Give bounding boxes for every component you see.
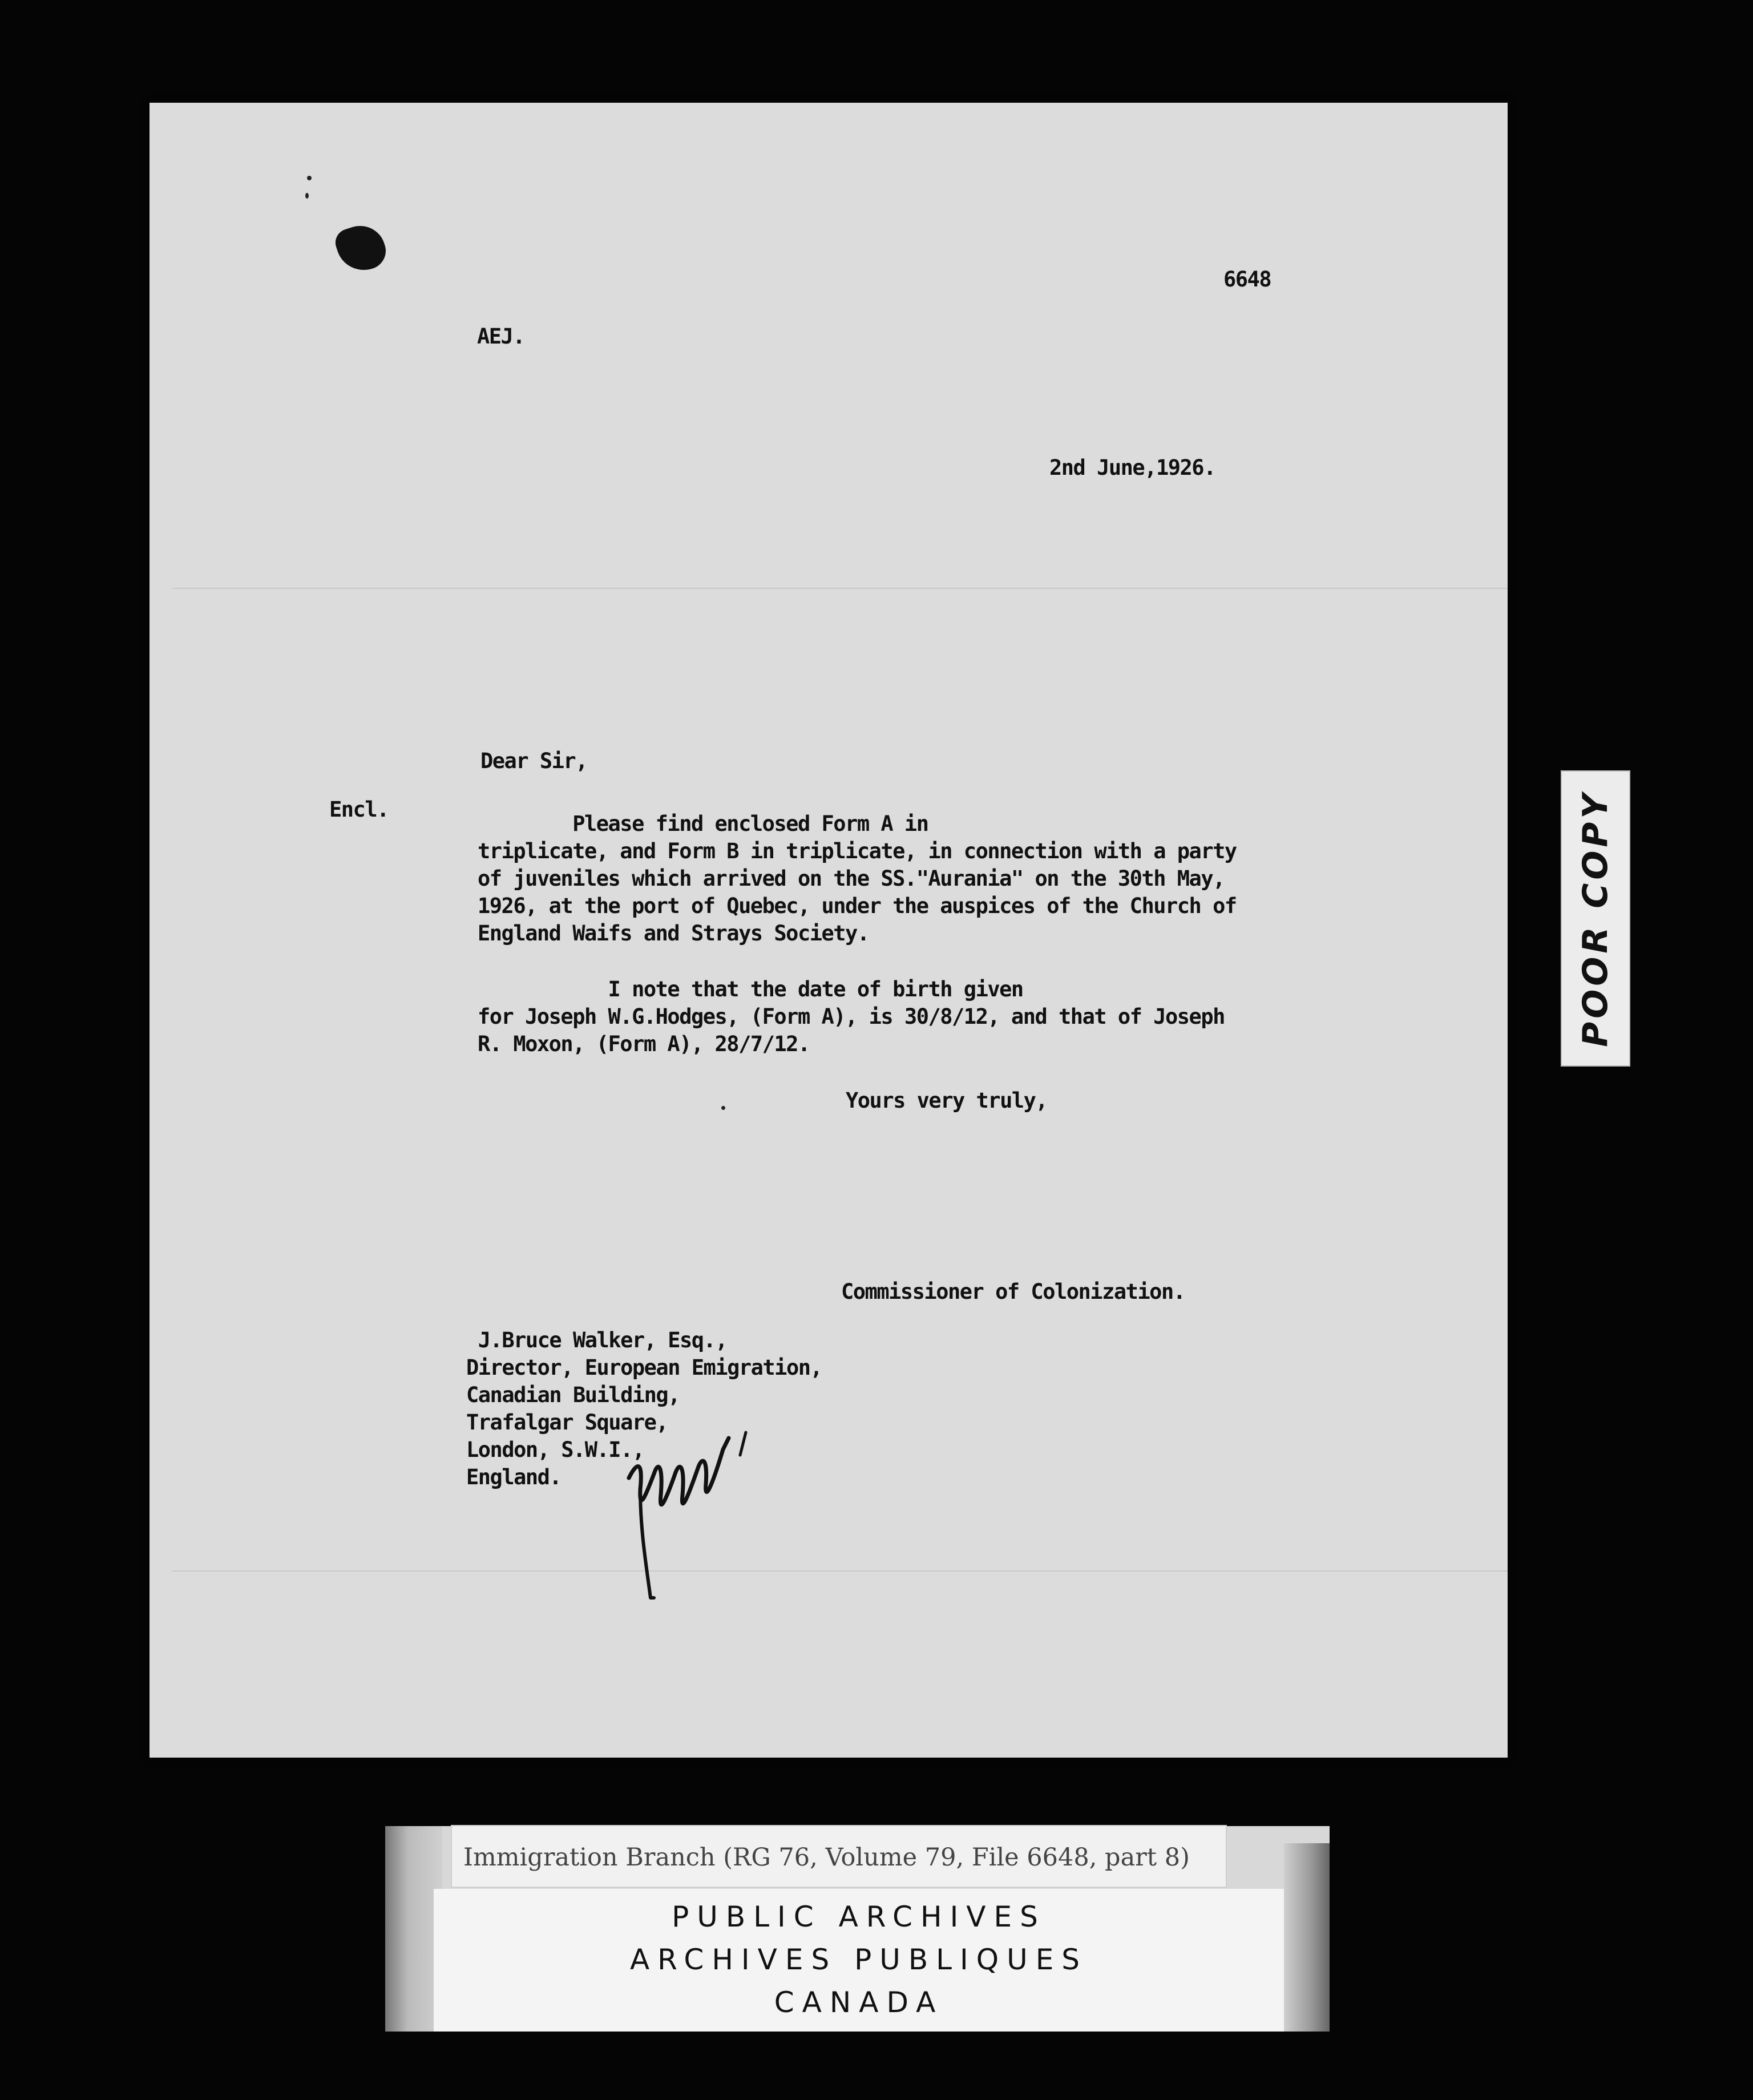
mount-edge	[1284, 1843, 1330, 2032]
letter-page	[150, 103, 1508, 1758]
fold-line	[172, 588, 1508, 589]
paragraph-line: triplicate, and Form B in triplicate, in connection with a party	[478, 839, 1237, 863]
paragraph-line: for Joseph W.G.Hodges, (Form A), is 30/8/12, and that of Joseph	[478, 1004, 1225, 1029]
stamp-text: POOR COPY	[1576, 790, 1615, 1047]
recipient-address	[466, 1327, 1356, 1491]
ink-speck	[307, 176, 312, 180]
paragraph-line: 1926, at the port of Quebec, under the auspices of the Church of	[478, 894, 1237, 918]
archive-line-1: PUBLIC ARCHIVES	[672, 1900, 1046, 1933]
address-line: England.	[466, 1465, 562, 1489]
archive-reference: Immigration Branch (RG 76, Volume 79, File 6648, part 8)	[451, 1825, 1227, 1888]
address-line: Canadian Building,	[466, 1383, 680, 1407]
salutation: Dear Sir,	[480, 749, 587, 773]
typist-initials: AEJ.	[477, 324, 525, 349]
ink-speck	[721, 1106, 725, 1110]
paragraph-line: England Waifs and Strays Society.	[478, 921, 869, 946]
address-line: J.Bruce Walker, Esq.,	[466, 1328, 728, 1352]
file-number: 6648	[1223, 267, 1271, 292]
letter-date: 2nd June,1926.	[1049, 455, 1215, 480]
ink-blot	[332, 219, 391, 277]
ink-speck	[305, 193, 309, 199]
closing: Yours very truly,	[846, 1088, 1048, 1113]
address-line: Trafalgar Square,	[466, 1410, 668, 1435]
paragraph-birth-dates	[478, 976, 1368, 1058]
enclosure-note: Encl.	[329, 797, 389, 822]
handwritten-initials	[623, 1427, 794, 1615]
poor-copy-stamp	[1561, 770, 1630, 1067]
archive-line-2: ARCHIVES PUBLIQUES	[629, 1943, 1088, 1976]
paragraph-line: I note that the date of birth given	[478, 977, 1023, 1001]
paragraph-line: of juveniles which arrived on the SS."Aurania" on the 30th May,	[478, 866, 1225, 891]
fold-line	[172, 1570, 1508, 1572]
address-line: London, S.W.I.,	[466, 1437, 644, 1462]
archive-card	[434, 1889, 1284, 2032]
archive-line-3: CANADA	[774, 1986, 944, 2019]
paragraph-line: Please find enclosed Form A in	[478, 811, 928, 836]
address-line: Director, European Emigration,	[466, 1355, 822, 1380]
paragraph-enclosure	[478, 810, 1368, 947]
signatory-title: Commissioner of Colonization.	[841, 1279, 1185, 1304]
paragraph-line: R. Moxon, (Form A), 28/7/12.	[478, 1032, 810, 1056]
